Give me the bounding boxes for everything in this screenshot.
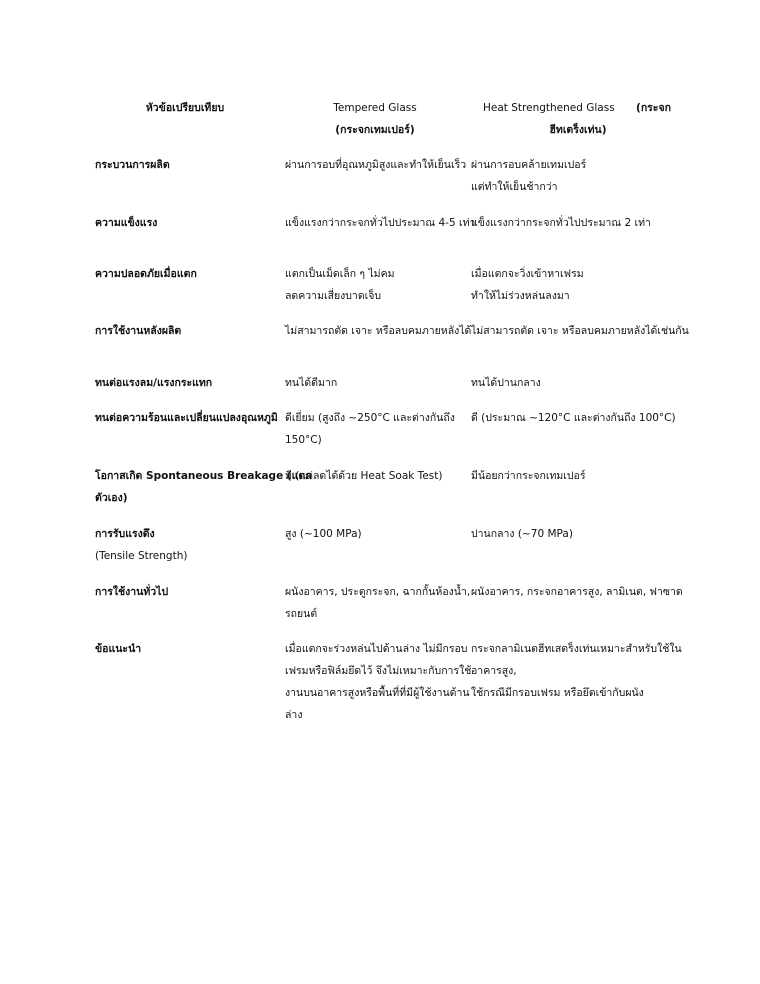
row-topic <box>95 372 212 394</box>
header-heat-en: Heat Strengthened Glass <box>483 102 615 114</box>
row-topic <box>95 465 312 509</box>
row-topic-text: ข้อแนะนำ <box>95 643 142 655</box>
row-topic-text: ตัวเอง) <box>95 492 128 504</box>
row-tempered <box>285 407 455 451</box>
row-heat-text: มีน้อยกว่ากระจกเทมเปอร์ <box>471 470 586 482</box>
row-heat <box>471 638 682 704</box>
row-topic <box>95 320 181 342</box>
row-heat-text: ปานกลาง (~70 MPa) <box>471 528 573 540</box>
row-heat <box>471 407 676 429</box>
row-heat <box>471 465 586 487</box>
row-tempered-text: ทนได้ดีมาก <box>285 377 338 389</box>
row-heat <box>471 523 573 545</box>
row-tempered <box>285 263 395 307</box>
row-topic <box>95 638 141 660</box>
row-tempered-text: สูง (~100 MPa) <box>285 528 362 540</box>
row-tempered-text: ผนังอาคาร, ประตูกระจก, ฉากกั้นห้องน้ำ, <box>285 586 471 598</box>
row-heat-text: แต่ทำให้เย็นช้ากว่า <box>471 181 558 193</box>
row-heat <box>471 372 541 394</box>
row-heat <box>471 154 586 198</box>
row-topic-text: ทนต่อแรงลม/แรงกระแทก <box>95 377 213 389</box>
header-heat-th: ฮีทเตร็งเท่น) <box>549 124 607 136</box>
row-topic <box>95 581 168 603</box>
row-topic-text: ความปลอดภัยเมื่อแตก <box>95 268 197 280</box>
header-tempered <box>285 97 465 141</box>
row-tempered-text: ผ่านการอบที่อุณหภูมิสูงและทำให้เย็นเร็ว <box>285 159 467 171</box>
row-heat <box>471 263 584 307</box>
header-topic <box>100 97 270 119</box>
row-tempered <box>285 581 470 625</box>
row-tempered-text: แตกเป็นเม็ดเล็ก ๆ ไม่คม <box>285 268 395 280</box>
row-heat-text: กระจกลามิเนตฮีทเสตร็งเท่นเหมาะสำหรับใช้ใน <box>471 643 682 655</box>
row-topic <box>95 212 157 234</box>
row-heat-text: ทนได้ปานกลาง <box>471 377 541 389</box>
header-heat <box>483 97 673 141</box>
row-tempered-text: มี (แต่ลดได้ด้วย Heat Soak Test) <box>285 470 443 482</box>
row-tempered <box>285 638 471 726</box>
row-heat <box>471 212 651 234</box>
row-tempered-text: รถยนต์ <box>285 608 318 620</box>
row-heat <box>471 320 689 342</box>
row-tempered-text: แข็งแรงกว่ากระจกทั่วไปประมาณ 4-5 เท่า <box>285 217 476 229</box>
row-topic-text: (Tensile Strength) <box>95 550 188 562</box>
row-heat <box>471 581 683 603</box>
row-tempered-text: ดีเยี่ยม (สูงถึง ~250°C และต่างกันถึง <box>285 412 455 424</box>
row-topic <box>95 154 170 176</box>
row-heat-text: อาคารสูง, <box>471 665 517 677</box>
row-heat-text: เมื่อแตกจะวิ่งเข้าหาเฟรม <box>471 268 584 280</box>
row-heat-text: ใช้กรณีมีกรอบเฟรม หรือยึดเข้ากับผนัง <box>471 687 644 699</box>
row-topic-text: กระบวนการผลิต <box>95 159 170 171</box>
row-topic <box>95 407 278 429</box>
row-tempered <box>285 465 442 487</box>
row-tempered-text: ลดความเสี่ยงบาดเจ็บ <box>285 290 382 302</box>
header-tempered-en: Tempered Glass <box>333 102 417 114</box>
row-heat-text: ดี (ประมาณ ~120°C และต่างกันถึง 100°C) <box>471 412 676 424</box>
row-topic <box>95 523 187 567</box>
row-heat-text: ทำให้ไม่ร่วงหล่นลงมา <box>471 290 570 302</box>
header-heat-line1 <box>483 97 673 119</box>
row-heat-text: ผนังอาคาร, กระจกอาคารสูง, ลามิเนต, ฟาซาด <box>471 586 683 598</box>
row-topic-text: ทนต่อความร้อนและเปลี่ยนแปลงอุณหภูมิ <box>95 412 278 424</box>
row-tempered-text: เมื่อแตกจะร่วงหล่นไปด้านล่าง ไม่มีกรอบ <box>285 643 468 655</box>
header-heat-suffix: (กระจก <box>636 102 671 114</box>
row-tempered-text: ล่าง <box>285 709 303 721</box>
row-topic-text: โอกาสเกิด Spontaneous Breakage (แตก <box>95 470 312 482</box>
row-topic-text: การรับแรงดึง <box>95 528 155 540</box>
row-tempered-text: งานบนอาคารสูงหรือพื้นที่ที่มีผู้ใช้งานด้าน <box>285 687 470 699</box>
row-heat-text: ผ่านการอบคล้ายเทมเปอร์ <box>471 159 587 171</box>
row-heat-text: ไม่สามารถตัด เจาะ หรือลบคมภายหลังได้เช่นกัน <box>471 325 689 337</box>
row-topic <box>95 263 197 285</box>
header-tempered-th: (กระจกเทมเปอร์) <box>335 124 415 136</box>
header-topic-label: หัวข้อเปรียบเทียบ <box>145 102 225 114</box>
row-tempered <box>285 212 475 234</box>
row-tempered <box>285 154 466 176</box>
row-tempered-text: เฟรมหรือฟิล์มยึดไว้ จึงไม่เหมาะกับการใช้ <box>285 665 472 677</box>
row-tempered-text: 150°C) <box>285 434 322 446</box>
row-tempered <box>285 320 471 342</box>
row-heat-text: แข็งแรงกว่ากระจกทั่วไปประมาณ 2 เท่า <box>471 217 651 229</box>
row-tempered <box>285 523 362 545</box>
row-topic-text: ความแข็งแรง <box>95 217 158 229</box>
row-topic-text: การใช้งานทั่วไป <box>95 586 169 598</box>
row-topic-text: การใช้งานหลังผลิต <box>95 325 182 337</box>
row-tempered-text: ไม่สามารถตัด เจาะ หรือลบคมภายหลังได้ <box>285 325 472 337</box>
row-tempered <box>285 372 337 394</box>
